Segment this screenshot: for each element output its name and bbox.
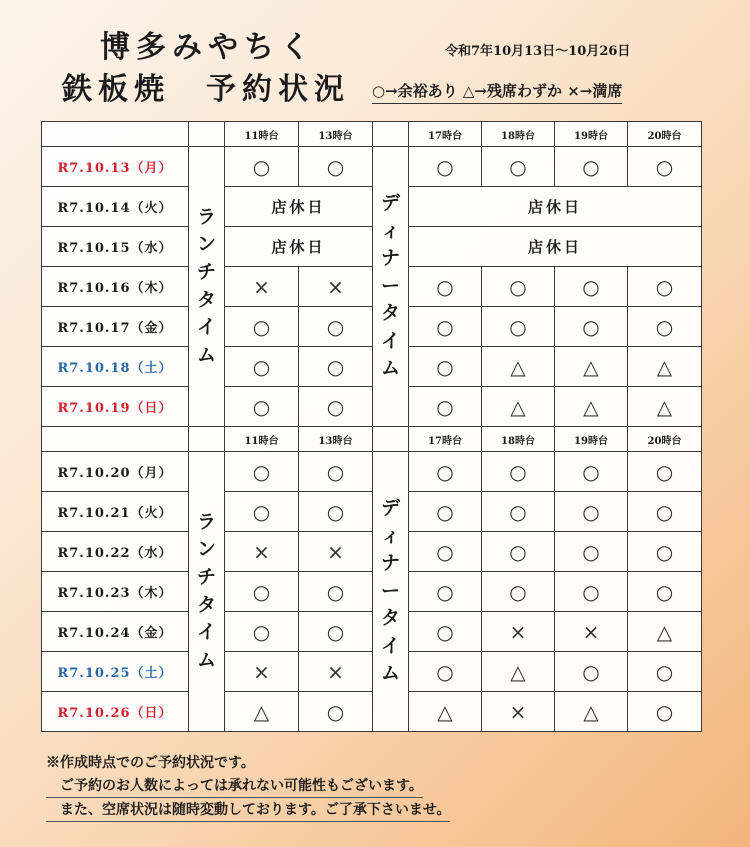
reservation-table [41, 121, 702, 732]
date-cell: R7.10.14（火） [42, 187, 189, 227]
availability-cell: △ [482, 652, 555, 692]
availability-cell: ○ [628, 307, 702, 347]
header-dinner-time: 17時台 [409, 427, 482, 452]
table-row [42, 267, 702, 307]
availability-cell: ○ [482, 147, 555, 187]
availability-cell: ○ [299, 692, 373, 732]
table-row [42, 452, 702, 492]
availability-cell: ○ [409, 387, 482, 427]
label-char: イ [380, 329, 400, 352]
note-line: また、空席状況は随時変動しております。ご了承下さいませ。 [46, 799, 450, 822]
period-text: 令和7年10月13日〜10月26日 [445, 44, 631, 59]
closed-cell: 店休日 [225, 227, 373, 267]
availability-cell: △ [628, 387, 702, 427]
label-char: チ [196, 565, 216, 588]
date-cell: R7.10.15（水） [42, 227, 189, 267]
label-char: ナ [380, 552, 400, 575]
availability-cell: △ [555, 347, 628, 387]
availability-cell: ○ [299, 452, 373, 492]
availability-cell: ○ [225, 147, 299, 187]
label-char: ラ [196, 510, 216, 533]
header-dinner-time: 18時台 [482, 122, 555, 147]
header-blank [373, 122, 409, 147]
availability-cell: ○ [225, 307, 299, 347]
availability-cell: × [299, 652, 373, 692]
note-line: ※作成時点でのご予約状況です。 [46, 755, 255, 771]
availability-cell: ○ [555, 307, 628, 347]
availability-cell: ○ [628, 652, 702, 692]
availability-cell: ○ [225, 347, 299, 387]
date-cell: R7.10.18（土） [42, 347, 189, 387]
availability-cell: ○ [628, 692, 702, 732]
availability-cell: ○ [628, 452, 702, 492]
date-cell: R7.10.23（木） [42, 572, 189, 612]
table-row [42, 307, 702, 347]
date-cell: R7.10.13（月） [42, 147, 189, 187]
availability-cell: ○ [225, 492, 299, 532]
header-blank [189, 427, 225, 452]
header-lunch-time: 13時台 [299, 122, 373, 147]
availability-cell: ○ [628, 492, 702, 532]
date-cell: R7.10.19（日） [42, 387, 189, 427]
closed-cell: 店休日 [225, 187, 373, 227]
availability-cell: ○ [225, 612, 299, 652]
availability-cell: × [299, 267, 373, 307]
header-row [42, 427, 702, 452]
availability-cell: × [225, 652, 299, 692]
label-char: タ [380, 302, 400, 325]
label-char: デ [380, 497, 400, 520]
table-row [42, 532, 702, 572]
availability-cell: ○ [409, 492, 482, 532]
availability-cell: × [225, 532, 299, 572]
label-char: イ [380, 634, 400, 657]
header-dinner-time: 17時台 [409, 122, 482, 147]
date-cell: R7.10.21（火） [42, 492, 189, 532]
header-dinner-time: 19時台 [555, 122, 628, 147]
availability-cell: ○ [225, 452, 299, 492]
availability-cell: ○ [482, 307, 555, 347]
header-blank [42, 427, 189, 452]
label-char: ラ [196, 205, 216, 228]
availability-cell: ○ [555, 652, 628, 692]
availability-cell: △ [555, 387, 628, 427]
table-row [42, 147, 702, 187]
notes [46, 752, 450, 823]
availability-cell: ○ [225, 572, 299, 612]
lunch-time-label [189, 147, 225, 427]
header-dinner-time: 20時台 [628, 122, 702, 147]
table-row [42, 572, 702, 612]
label-char: ム [380, 662, 400, 685]
table-row [42, 227, 702, 267]
label-char: デ [380, 192, 400, 215]
header-row [42, 122, 702, 147]
availability-cell: ○ [628, 532, 702, 572]
label-char: タ [380, 607, 400, 630]
table-row [42, 187, 702, 227]
header-dinner-time: 18時台 [482, 427, 555, 452]
availability-cell: ○ [628, 147, 702, 187]
lunch-time-label [189, 452, 225, 732]
availability-cell: ○ [409, 652, 482, 692]
label-char: ン [196, 233, 216, 256]
closed-cell: 店休日 [409, 187, 702, 227]
availability-cell: ○ [409, 612, 482, 652]
availability-cell: △ [225, 692, 299, 732]
availability-cell: △ [482, 347, 555, 387]
header-blank [189, 122, 225, 147]
date-cell: R7.10.16（木） [42, 267, 189, 307]
header-lunch-time: 13時台 [299, 427, 373, 452]
availability-cell: ○ [555, 147, 628, 187]
date-cell: R7.10.17（金） [42, 307, 189, 347]
label-char: チ [196, 260, 216, 283]
page-subtitle: 鉄板焼 予約状況 [62, 72, 350, 107]
availability-cell: ○ [482, 492, 555, 532]
table-row [42, 612, 702, 652]
availability-cell: ○ [225, 387, 299, 427]
page-title: 博多みやちく [100, 30, 316, 65]
legend: ○→余裕あり △→残席わずか ×→満席 [372, 80, 622, 104]
availability-cell: ○ [299, 492, 373, 532]
availability-cell: ○ [409, 267, 482, 307]
header-blank [373, 427, 409, 452]
availability-cell: △ [628, 612, 702, 652]
table-row [42, 387, 702, 427]
availability-cell: ○ [299, 147, 373, 187]
availability-cell: × [482, 612, 555, 652]
label-char: ィ [380, 524, 400, 547]
availability-cell: ○ [299, 387, 373, 427]
availability-cell: ○ [299, 612, 373, 652]
table-row [42, 692, 702, 732]
availability-cell: ○ [409, 307, 482, 347]
date-cell: R7.10.26（日） [42, 692, 189, 732]
availability-cell: ○ [555, 572, 628, 612]
availability-cell: ○ [299, 347, 373, 387]
label-char: ム [196, 648, 216, 671]
closed-cell: 店休日 [409, 227, 702, 267]
availability-cell: × [482, 692, 555, 732]
label-char: タ [196, 288, 216, 311]
label-char: ナ [380, 247, 400, 270]
availability-cell: △ [628, 347, 702, 387]
availability-cell: △ [555, 692, 628, 732]
availability-cell: ○ [482, 532, 555, 572]
availability-cell: ○ [482, 452, 555, 492]
availability-cell: ○ [409, 452, 482, 492]
availability-cell: ○ [409, 347, 482, 387]
date-cell: R7.10.25（土） [42, 652, 189, 692]
table-row [42, 492, 702, 532]
header-dinner-time: 20時台 [628, 427, 702, 452]
date-cell: R7.10.24（金） [42, 612, 189, 652]
availability-cell: × [555, 612, 628, 652]
table-row [42, 652, 702, 692]
date-cell: R7.10.20（月） [42, 452, 189, 492]
availability-cell: × [225, 267, 299, 307]
availability-cell: △ [482, 387, 555, 427]
availability-cell: ○ [628, 572, 702, 612]
dinner-time-label [373, 452, 409, 732]
label-char: ー [380, 274, 400, 297]
label-char: ィ [380, 219, 400, 242]
label-char: イ [196, 621, 216, 644]
label-char: イ [196, 316, 216, 339]
header-blank [42, 122, 189, 147]
label-char: ー [380, 579, 400, 602]
header-lunch-time: 11時台 [225, 122, 299, 147]
note-line: ご予約のお人数によっては承れない可能性もございます。 [46, 775, 423, 798]
availability-cell: ○ [555, 532, 628, 572]
availability-cell: ○ [299, 307, 373, 347]
label-char: タ [196, 593, 216, 616]
header-lunch-time: 11時台 [225, 427, 299, 452]
availability-cell: ○ [555, 452, 628, 492]
availability-cell: ○ [409, 532, 482, 572]
availability-cell: △ [409, 692, 482, 732]
dinner-time-label [373, 147, 409, 427]
label-char: ム [380, 357, 400, 380]
header-dinner-time: 19時台 [555, 427, 628, 452]
availability-cell: ○ [409, 147, 482, 187]
availability-cell: ○ [628, 267, 702, 307]
availability-cell: ○ [482, 572, 555, 612]
availability-cell: ○ [409, 572, 482, 612]
availability-cell: ○ [482, 267, 555, 307]
table-row [42, 347, 702, 387]
date-cell: R7.10.22（水） [42, 532, 189, 572]
availability-cell: ○ [299, 572, 373, 612]
availability-cell: × [299, 532, 373, 572]
availability-cell: ○ [555, 267, 628, 307]
label-char: ン [196, 538, 216, 561]
label-char: ム [196, 343, 216, 366]
availability-cell: ○ [555, 492, 628, 532]
